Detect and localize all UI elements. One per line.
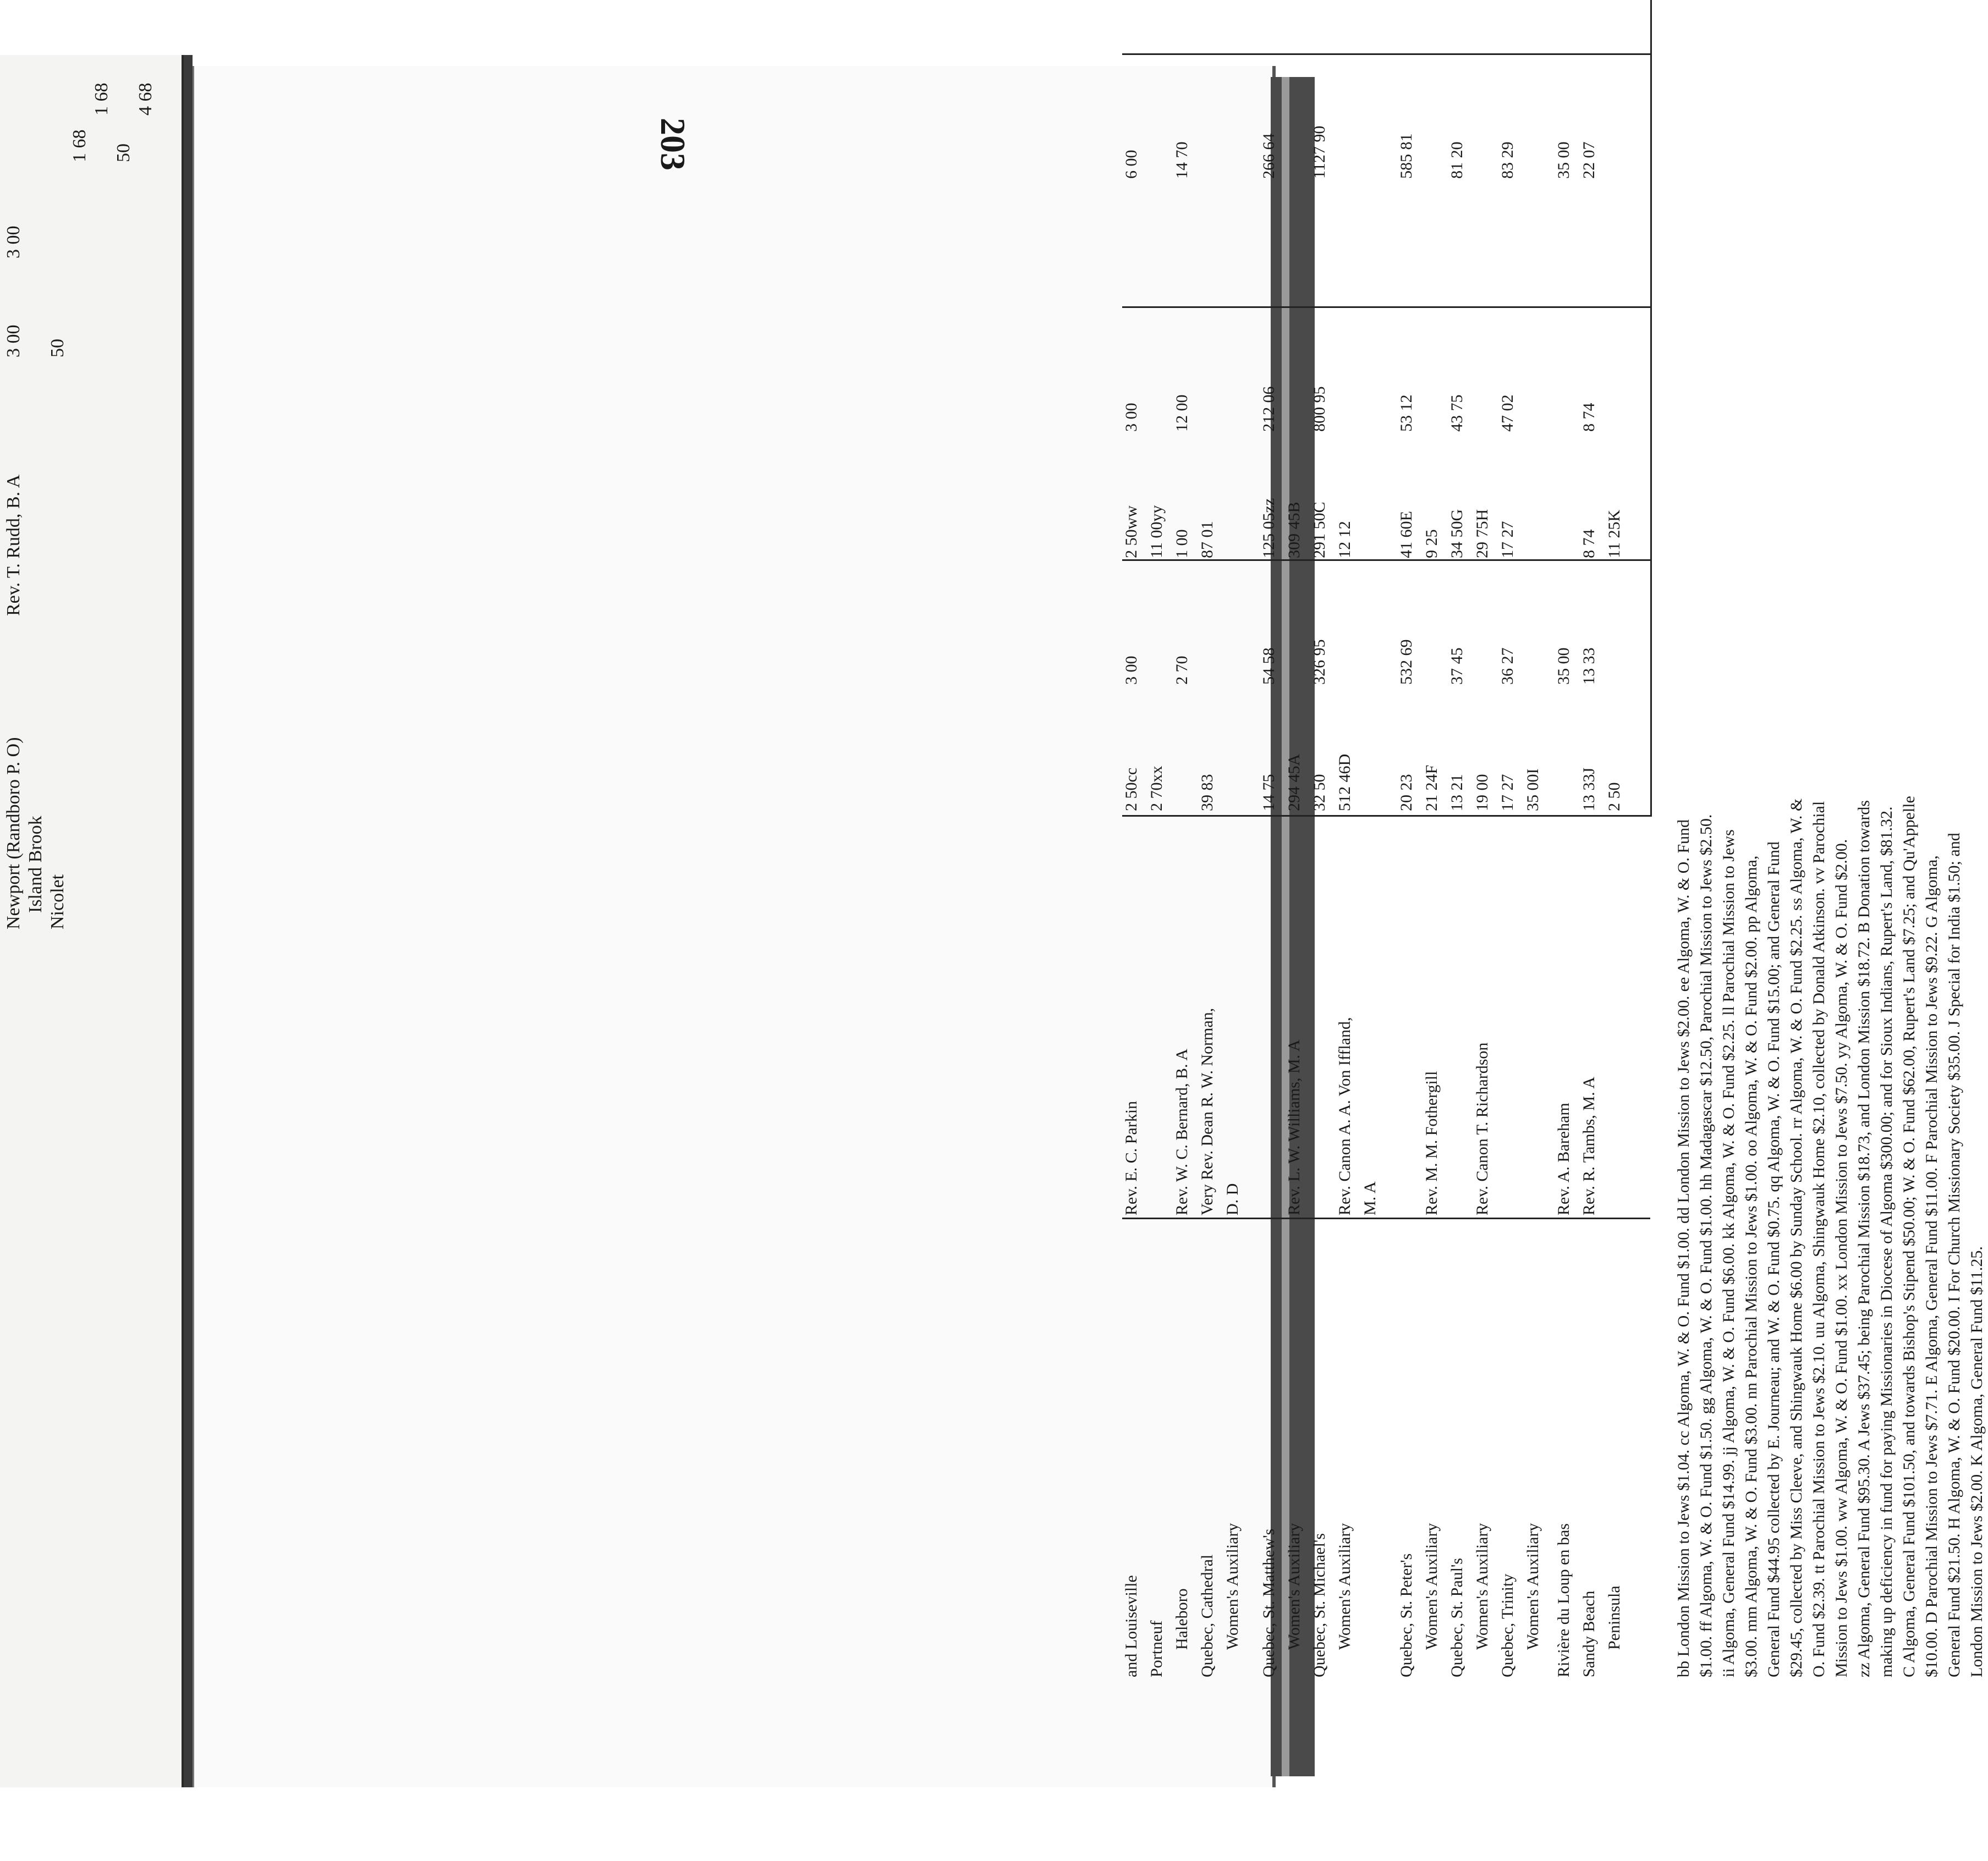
- congregation: Quebec, St. Paul's: [1448, 1557, 1466, 1677]
- amount-total: 35 00: [1555, 141, 1573, 179]
- minister: Rev. Canon T. Richardson: [1473, 1042, 1491, 1215]
- amount-1: 14 75: [1260, 774, 1278, 811]
- amount-2: 2 70: [1173, 656, 1191, 685]
- footnote-line: $3.00. mm Algoma, W. & O. Fund $3.00. nn Parochial Mission to Jews $1.00. oo Algoma, W. & O. Fund $2.00. pp Algoma,: [1742, 855, 1760, 1677]
- amount-4: 800 95: [1310, 386, 1328, 432]
- page-number: 203: [653, 118, 693, 170]
- minister: Rev. Canon A. A. Von Iffland,: [1336, 1017, 1354, 1215]
- footnote-line: Mission to Jews $1.00. ww Algoma, W. & O. Fund $1.00. xx London Mission to Jews $7.50. yy Algoma, W. & O. Fund $2.00.: [1832, 839, 1850, 1677]
- amount-1: 2 70xx: [1147, 766, 1166, 811]
- amount-4: 47 02: [1498, 394, 1517, 432]
- amount-2: 36 27: [1498, 647, 1517, 685]
- congregation: Women's Auxiliary: [1223, 1523, 1242, 1650]
- left-line: 50: [113, 144, 134, 162]
- amount-2: 54 58: [1260, 647, 1278, 685]
- amount-4: 43 75: [1448, 394, 1466, 432]
- footnote-line: $10.00. D Parochial Mission to Jews $7.71. E Algoma, General Fund $11.00. F Parochial Mission to Jews $9.22. G Algoma,: [1923, 855, 1941, 1677]
- amount-total: 14 70: [1173, 141, 1191, 179]
- congregation: Haleboro: [1173, 1588, 1191, 1650]
- amount-3: 2 50ww: [1122, 505, 1140, 558]
- footnote-line: C Algoma, General Fund $101.50, and towards Bishop's Stipend $50.00; W. & O. Fund $62.00, Rupert's Land $7.25; and Qu'Appelle: [1900, 796, 1918, 1677]
- minister: Rev. E. C. Parkin: [1122, 1100, 1140, 1215]
- amount-4: 53 12: [1397, 394, 1415, 432]
- amount-1: 35 00I: [1524, 768, 1542, 811]
- book-gutter: [184, 55, 193, 1787]
- amount-1: 19 00: [1473, 774, 1491, 811]
- table-row: [1223, 0, 1253, 1677]
- amount-3: 29 75H: [1473, 509, 1491, 558]
- congregation: Women's Auxiliary: [1524, 1523, 1542, 1650]
- amount-total: 6 00: [1122, 150, 1140, 179]
- amount-2: 326 95: [1310, 639, 1328, 685]
- left-line: 50: [47, 339, 68, 357]
- footnote-line: London Mission to Jews $2.00. K Algoma, General Fund $11.25.: [1968, 1246, 1986, 1677]
- rotated-table: [1122, 0, 1986, 1677]
- congregation: and Louiseville: [1122, 1575, 1140, 1677]
- amount-2: 13 33: [1580, 647, 1598, 685]
- amount-2: 532 69: [1397, 639, 1415, 685]
- minister: Rev. W. C. Bernard, B. A: [1173, 1048, 1191, 1215]
- amount-3: 309 45B: [1285, 502, 1303, 558]
- amount-1: 13 33J: [1580, 767, 1598, 811]
- congregation: Quebec, St. Michael's: [1310, 1533, 1328, 1677]
- amount-total: 22 07: [1580, 141, 1598, 179]
- left-line: Rev. T. Rudd, B. A: [3, 474, 24, 616]
- amount-2: 3 00: [1122, 656, 1140, 685]
- footnote-line: zz Algoma, General Fund $95.30. A Jews $37.45; being Parochial Mission $18.73, and London Mission $18.72. B Donation towards: [1855, 800, 1873, 1677]
- congregation: Rivière du Loup en bas: [1555, 1523, 1573, 1677]
- footnote-line: ii Algoma, General Fund $14.99. jj Algoma, W. & O. Fund $6.00. kk Algoma, W. & O. Fund $2.25. ll Parochial Mission to Jews: [1720, 829, 1738, 1677]
- amount-1: 13 21: [1448, 774, 1466, 811]
- congregation: Quebec, Cathedral: [1198, 1554, 1216, 1677]
- amount-3: 8 74: [1580, 529, 1598, 558]
- amount-3: 1 00: [1173, 529, 1191, 558]
- footnote-line: General Fund $21.50. H Algoma, W. & O. Fund $20.00. I For Church Missionary Society $35.00. J Special for India $1.50; and: [1945, 833, 1963, 1677]
- minister: Rev. A. Bareham: [1555, 1103, 1573, 1215]
- right-page: [193, 66, 1276, 1787]
- left-line: 3 00: [3, 324, 24, 357]
- amount-1: 17 27: [1498, 774, 1517, 811]
- amount-3: 291 50C: [1310, 502, 1328, 558]
- table-row: [1361, 0, 1391, 1677]
- amount-3: 34 50G: [1448, 509, 1466, 558]
- amount-3: 11 00yy: [1147, 505, 1166, 558]
- amount-3: 17 27: [1498, 521, 1517, 558]
- minister: D. D: [1223, 1183, 1242, 1215]
- amount-total: 83 29: [1498, 141, 1517, 179]
- congregation: Women's Auxiliary: [1336, 1523, 1354, 1650]
- left-line: 4 68: [135, 82, 156, 115]
- left-line: Island Brook: [25, 816, 46, 913]
- congregation: Women's Auxiliary: [1473, 1523, 1491, 1650]
- amount-1: 20 23: [1397, 774, 1415, 811]
- amount-1: 32 50: [1310, 774, 1328, 811]
- left-page: [0, 55, 184, 1787]
- left-line: Nicolet: [47, 874, 68, 929]
- footnote-line: bb London Mission to Jews $1.04. cc Algoma, W. & O. Fund $1.00. dd London Mission to Jews $2.00. ee Algoma, W. & O. Fund: [1674, 819, 1693, 1677]
- amount-3: 12 12: [1336, 521, 1354, 558]
- congregation: Quebec, St. Matthew's: [1260, 1528, 1278, 1677]
- amount-total: 266 64: [1260, 133, 1278, 179]
- amount-2: 37 45: [1448, 647, 1466, 685]
- table-bottom-rule: [1650, 0, 1652, 817]
- minister: M. A: [1361, 1181, 1379, 1215]
- amount-total: 585 81: [1397, 133, 1415, 179]
- amount-1: 512 46D: [1336, 753, 1354, 811]
- congregation: Quebec, Trinity: [1498, 1573, 1517, 1677]
- minister: Rev. M. M. Fothergill: [1423, 1071, 1441, 1215]
- amount-4: 8 74: [1580, 403, 1598, 432]
- footnote-line: O. Fund $2.39. tt Parochial Mission to Jews $2.10. uu Algoma, Shingwauk Home $2.10, collected by Donald Atkinson. vv Parochial: [1810, 801, 1828, 1677]
- footnote-line: $1.00. ff Algoma, W. & O. Fund $1.50. gg Algoma, W. & O. Fund $1.00. hh Madagascar $12.50, Parochial Mission to Jews $2.50.: [1697, 814, 1715, 1677]
- left-line: 1 68: [69, 129, 90, 162]
- table-row: [1524, 0, 1553, 1677]
- amount-1: 294 45A: [1285, 753, 1303, 811]
- footnote-line: $29.45, collected by Miss Cleeve, and Shingwauk Home $6.00 by Sunday School. rr Algoma, W. & O. Fund $2.25. ss Algoma, W. &: [1787, 798, 1805, 1677]
- table-row: [1605, 0, 1635, 1677]
- left-line: Newport (Randboro P. O): [3, 737, 24, 929]
- amount-3: 9 25: [1423, 529, 1441, 558]
- minister: Very Rev. Dean R. W. Norman,: [1198, 1007, 1216, 1215]
- congregation: Sandy Beach: [1580, 1590, 1598, 1677]
- amount-1: 21 24F: [1423, 764, 1441, 811]
- congregation: Peninsula: [1605, 1585, 1623, 1650]
- congregation: Quebec, St. Peter's: [1397, 1553, 1415, 1677]
- amount-4: 212 06: [1260, 386, 1278, 432]
- left-line: 3 00: [3, 225, 24, 258]
- amount-total: 1127 90: [1310, 125, 1328, 179]
- left-page-rotated-content: [0, 55, 182, 1787]
- amount-3: 87 01: [1198, 521, 1216, 558]
- amount-3: 11 25K: [1605, 509, 1623, 558]
- minister: Rev. L. W. Williams, M. A: [1285, 1039, 1303, 1215]
- amount-1: 2 50cc: [1122, 767, 1140, 811]
- amount-1: 2 50: [1605, 782, 1623, 811]
- amount-total: 81 20: [1448, 141, 1466, 179]
- congregation: Portneuf: [1147, 1620, 1166, 1677]
- congregation: Women's Auxiliary: [1285, 1523, 1303, 1650]
- left-line: 1 68: [91, 82, 112, 115]
- amount-2: 35 00: [1555, 647, 1573, 685]
- amount-3: 41 60E: [1397, 511, 1415, 558]
- amount-3: 125 05zz: [1260, 498, 1278, 558]
- amount-4: 3 00: [1122, 403, 1140, 432]
- footnote-line: General Fund $44.95 collected by E. Journeau; and W. & O. Fund $0.75. qq Algoma, W. & O. Fund $15.00; and General Fund: [1765, 841, 1783, 1677]
- amount-1: 39 83: [1198, 774, 1216, 811]
- amount-4: 12 00: [1173, 394, 1191, 432]
- footnotes: [1672, 0, 1988, 1677]
- footnote-line: making up deficiency in fund for paying Missionaries in Diocese of Algoma $300.00; and for Sioux Indians, Rupert's Land, $81.32.: [1877, 806, 1896, 1677]
- congregation: Women's Auxiliary: [1423, 1523, 1441, 1650]
- minister: Rev. R. Tambs, M. A: [1580, 1076, 1598, 1215]
